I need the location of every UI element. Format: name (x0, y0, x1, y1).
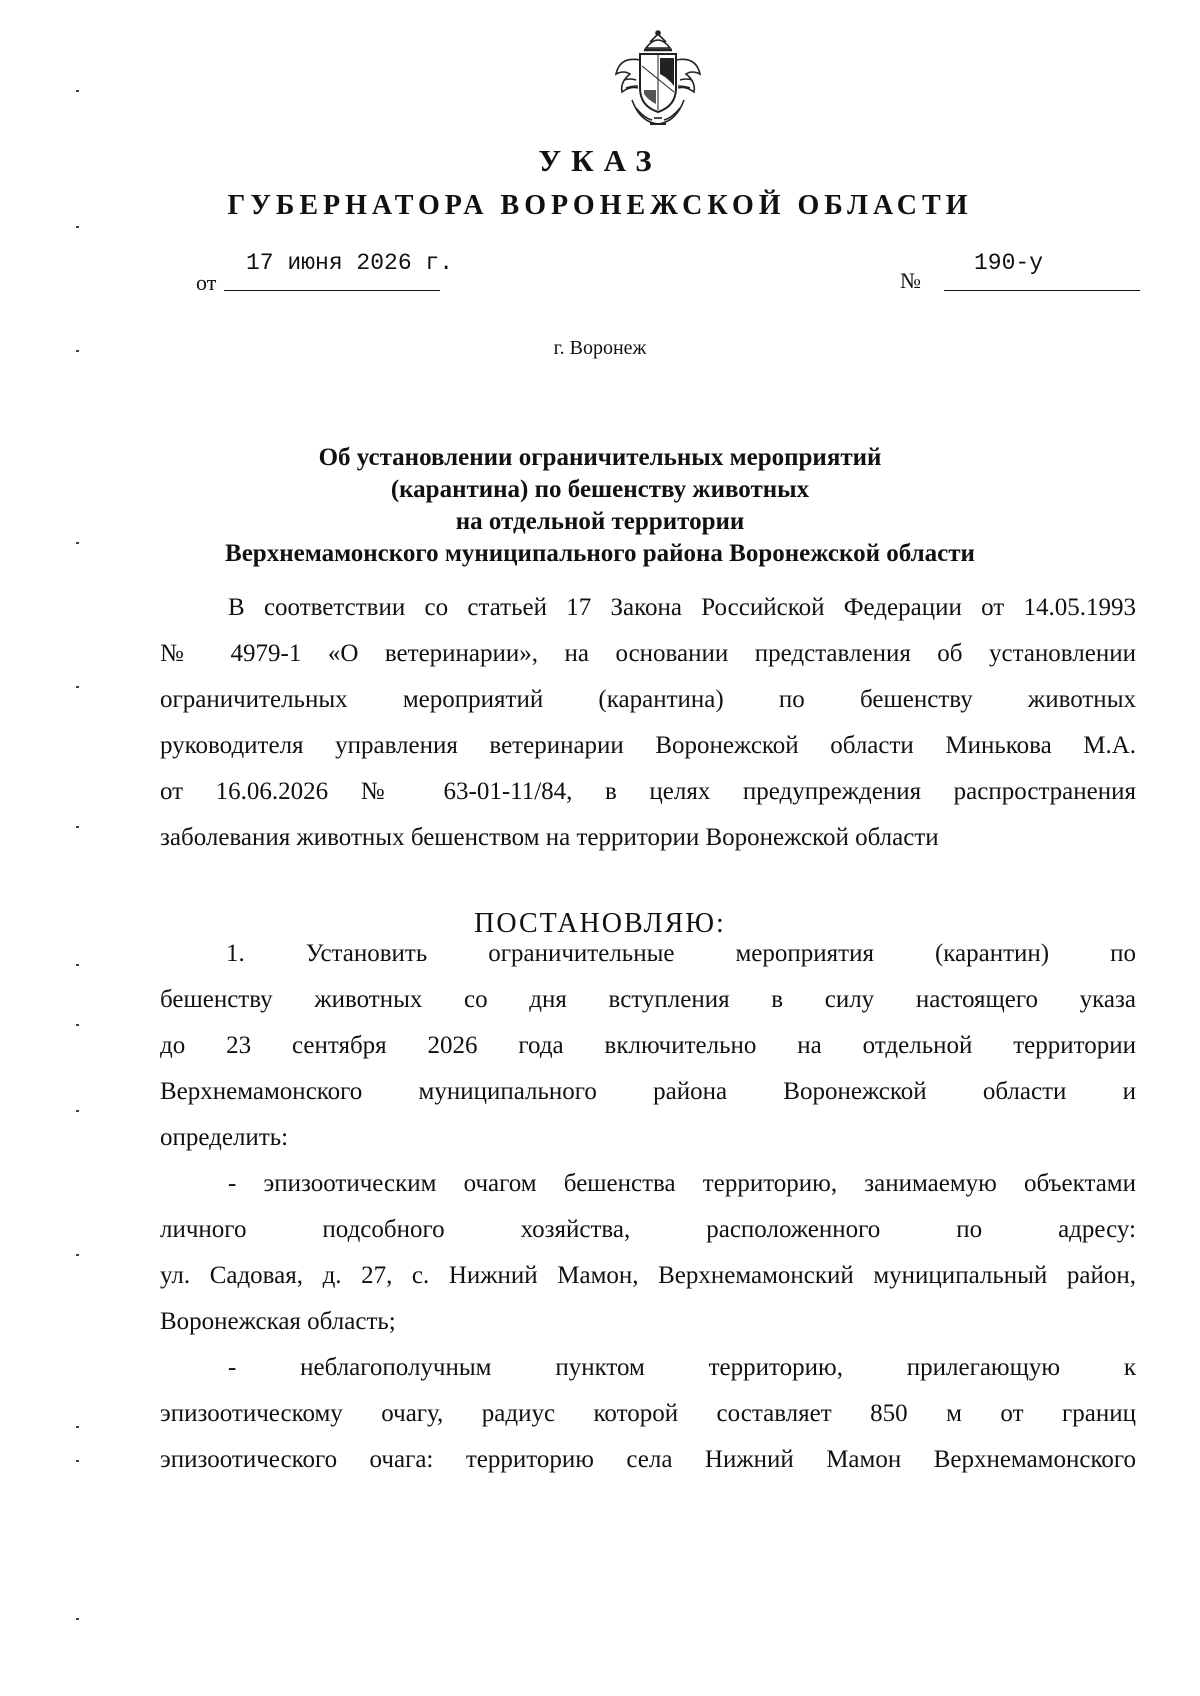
margin-mark (76, 90, 79, 92)
text-line: заболевания животных бешенством на территории Воронежской области (160, 824, 939, 851)
heading-line: Верхнемамонского муниципального района Воронежской области (225, 540, 975, 567)
margin-mark (76, 686, 79, 688)
number-prefix: № (900, 268, 921, 293)
text-line: личного подсобного хозяйства, расположенного по адресу: (160, 1216, 1136, 1243)
heading-line: Об установлении ограничительных мероприятий (318, 444, 882, 471)
point-definition-paragraph (160, 1345, 1136, 1483)
document-type-title: УКАЗ (538, 143, 662, 178)
margin-mark (76, 1024, 79, 1026)
text-line: бешенству животных со дня вступления в силу настоящего указа (160, 986, 1136, 1013)
margin-mark (76, 1110, 79, 1112)
margin-mark (76, 1426, 79, 1428)
text-line: ограничительных мероприятий (карантина) по бешенству животных (160, 686, 1136, 713)
clause-1-paragraph (160, 931, 1136, 1161)
text-line: 1. Установить ограничительные мероприятия (карантин) по (226, 940, 1136, 967)
margin-mark (76, 1460, 79, 1462)
preamble-paragraph (160, 585, 1136, 861)
heading-line: (карантина) по бешенству животных (390, 476, 810, 503)
date-prefix: от (196, 270, 217, 295)
margin-mark (76, 826, 79, 828)
heading-line: на отдельной территории (455, 508, 745, 535)
text-line: Воронежская область; (160, 1308, 396, 1335)
text-line: ул. Садовая, д. 27, с. Нижний Мамон, Верхнемамонский муниципальный район, (160, 1262, 1136, 1289)
text-line: эпизоотическому очагу, радиус которой составляет 850 м от границ (160, 1400, 1136, 1427)
document-heading (0, 442, 1200, 570)
number-underline (944, 290, 1140, 291)
text-line: от 16.06.2026 № 63-01-11/84, в целях предупреждения распространения (160, 778, 1136, 805)
number-value: 190-у (974, 250, 1044, 276)
text-line: эпизоотического очага: территорию села Нижний Мамон Верхнемамонского (160, 1446, 1136, 1473)
coat-of-arms-icon (610, 30, 706, 130)
resolve-heading: ПОСТАНОВЛЯЮ: (474, 908, 726, 939)
margin-mark (76, 964, 79, 966)
issuer-title: ГУБЕРНАТОРА ВОРОНЕЖСКОЙ ОБЛАСТИ (227, 190, 973, 221)
text-line: Верхнемамонского муниципального района Воронежской области и (160, 1078, 1136, 1105)
text-line: - неблагополучным пунктом территорию, прилегающую к (228, 1354, 1136, 1381)
date-value: 17 июня 2026 г. (246, 250, 454, 276)
focus-definition-paragraph (160, 1161, 1136, 1345)
text-line: № 4979-1 «О ветеринарии», на основании представления об установлении (160, 640, 1136, 667)
text-line: В соответствии со статьей 17 Закона Российской Федерации от 14.05.1993 (228, 594, 1136, 621)
city-line: г. Воронеж (553, 337, 647, 359)
margin-mark (76, 1618, 79, 1620)
text-line: определить: (160, 1124, 289, 1151)
text-line: - эпизоотическим очагом бешенства территорию, занимаемую объектами (228, 1170, 1136, 1197)
margin-mark (76, 226, 79, 228)
text-line: руководителя управления ветеринарии Воронежской области Минькова М.А. (160, 732, 1136, 759)
text-line: до 23 сентября 2026 года включительно на отдельной территории (160, 1032, 1136, 1059)
margin-mark (76, 1254, 79, 1256)
date-underline (224, 290, 440, 291)
